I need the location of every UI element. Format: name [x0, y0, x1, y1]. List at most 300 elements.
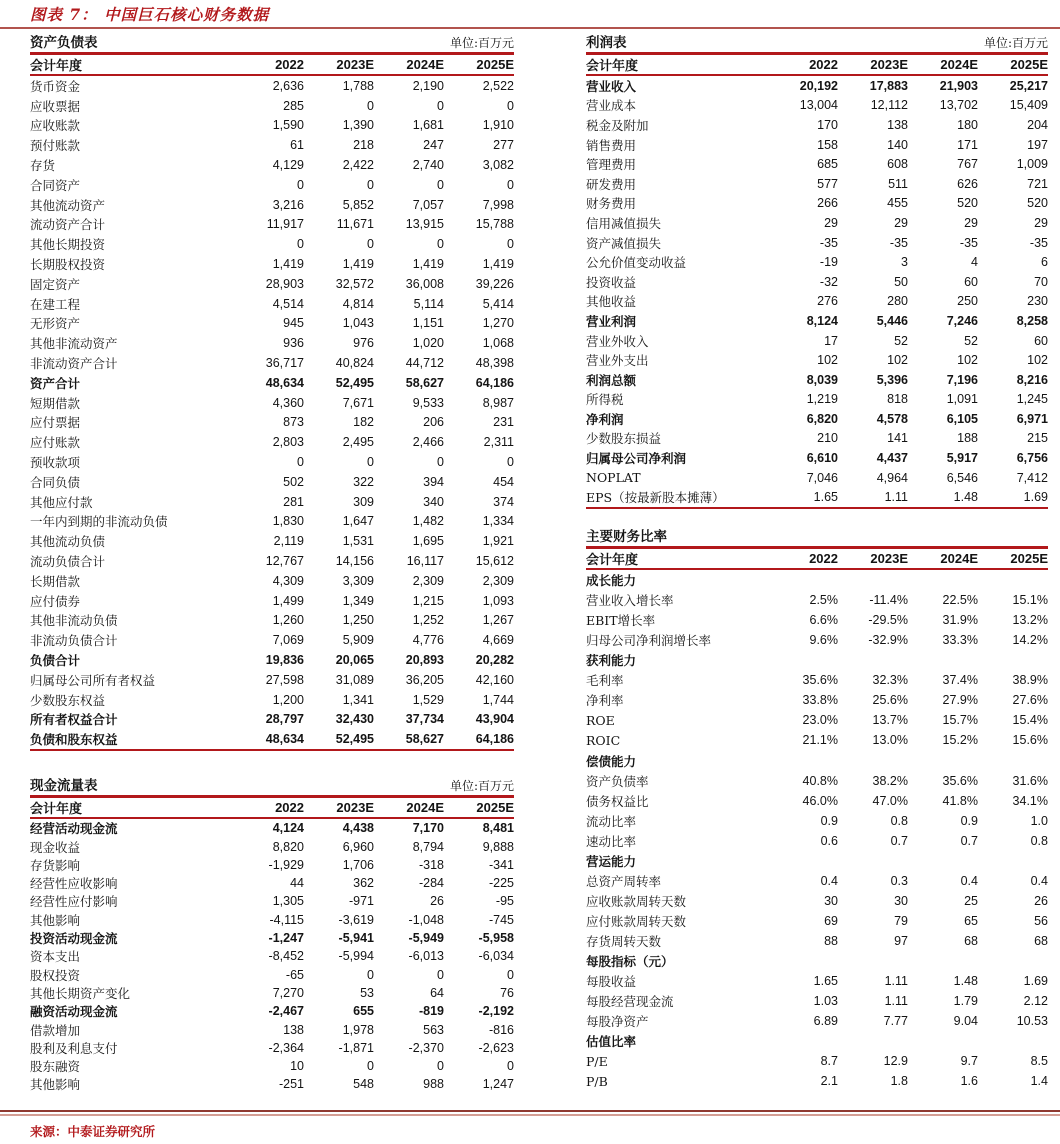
value-2025e: 34.1% — [1012, 793, 1048, 808]
row-label: 资产减值损失 — [586, 235, 662, 251]
row-label: EPS（按最新股本摊薄） — [586, 490, 725, 506]
value-2024e: 6,546 — [946, 470, 978, 485]
value-2022: 9.6% — [809, 633, 838, 648]
table-row — [30, 729, 514, 749]
value-2025e: 76 — [500, 985, 514, 1000]
row-label: 无形资产 — [30, 316, 81, 332]
value-2025e: 48,398 — [475, 356, 514, 371]
value-2023e: 32,430 — [335, 712, 374, 727]
row-label: 营业外收入 — [586, 333, 649, 349]
row-label: 短期借款 — [30, 395, 81, 411]
value-2025e: -341 — [488, 857, 514, 872]
value-2023e: 0.7 — [890, 833, 908, 848]
value-2025e: 2,522 — [482, 78, 514, 93]
row-label: 归母公司净利润增长率 — [586, 633, 712, 649]
row-label: 每股收益 — [586, 974, 637, 990]
row-label: 流动资产合计 — [30, 217, 106, 233]
row-label: ROIC — [586, 732, 621, 748]
balance-sheet-rows — [30, 76, 514, 749]
value-2025e: 8.5 — [1030, 1054, 1048, 1069]
value-2025e: 230 — [1027, 294, 1048, 309]
value-2025e: 1,245 — [1016, 392, 1048, 407]
value-2023e: 0.3 — [890, 873, 908, 888]
row-label: 其他长期资产变化 — [30, 985, 131, 1001]
value-2022: 936 — [283, 336, 304, 351]
row-label: 所得税 — [586, 392, 624, 408]
value-2025e: 1.4 — [1030, 1074, 1048, 1089]
table-row — [586, 331, 1048, 351]
table-row — [30, 195, 514, 215]
value-2024e: 37,734 — [405, 712, 444, 727]
row-label: 固定资产 — [30, 276, 81, 292]
row-label: 资产负债率 — [586, 773, 649, 789]
table-row — [586, 730, 1048, 750]
value-2023e: 1.11 — [884, 994, 908, 1009]
income-statement-rows — [586, 76, 1048, 507]
value-2022: 4,514 — [272, 296, 304, 311]
table-row — [30, 1002, 514, 1020]
table-row — [586, 690, 1048, 710]
row-label: 税金及附加 — [586, 117, 649, 133]
value-2023e: 12,112 — [870, 98, 908, 113]
row-label: 速动比率 — [586, 833, 637, 849]
table-row — [30, 965, 514, 983]
row-label: 其他收益 — [586, 294, 637, 310]
value-2023e: 12.9 — [883, 1054, 908, 1069]
value-2025e: 102 — [1027, 353, 1048, 368]
value-2024e: 1,215 — [412, 593, 444, 608]
value-2024e: 206 — [423, 415, 444, 430]
table-row — [30, 234, 514, 254]
value-2022: 2,803 — [272, 435, 304, 450]
value-2023e: -971 — [348, 894, 374, 909]
row-label: 经营性应收影响 — [30, 876, 118, 892]
unit-label: 单位:百万元 — [449, 36, 514, 50]
value-2024e: -1,048 — [408, 912, 444, 927]
value-2023e: 1,390 — [342, 118, 374, 133]
value-2025e: 2,309 — [482, 573, 514, 588]
value-2023e: -5,941 — [338, 931, 374, 946]
table-row — [30, 393, 514, 413]
value-2022: 46.0% — [802, 793, 838, 808]
value-2023e: 218 — [353, 138, 374, 153]
value-2023e: 97 — [894, 933, 908, 948]
row-label: 销售费用 — [586, 137, 637, 153]
value-2022: 4,309 — [272, 573, 304, 588]
value-2023e: 1,978 — [342, 1022, 374, 1037]
value-2025e: 68 — [1034, 933, 1048, 948]
value-2022: 102 — [817, 353, 838, 368]
table-row — [30, 155, 514, 175]
value-2025e: 29 — [1034, 215, 1048, 230]
value-2023e: 0 — [367, 98, 374, 113]
value-2024e: 1,419 — [412, 257, 444, 272]
value-2025e: 56 — [1034, 913, 1048, 928]
value-2025e: 1.0 — [1030, 813, 1048, 828]
value-2025e: 9,888 — [482, 839, 514, 854]
value-2024e: 626 — [957, 176, 978, 191]
row-label: 股权投资 — [30, 967, 81, 983]
table-row — [30, 650, 514, 670]
row-label: 存货 — [30, 158, 56, 174]
row-label: 偿债能力 — [586, 753, 637, 769]
value-2022: 6.89 — [813, 1014, 838, 1029]
value-2024e: 9.7 — [960, 1054, 978, 1069]
value-2022: 8,820 — [272, 839, 304, 854]
value-2024e: 0 — [437, 455, 444, 470]
row-label: 非流动资产合计 — [30, 356, 118, 372]
table-row — [30, 274, 514, 294]
value-2024e: 64 — [430, 985, 444, 1000]
value-2024e: 0 — [437, 237, 444, 252]
row-label: 其他非流动负债 — [30, 613, 118, 629]
table-row — [30, 96, 514, 116]
table-row — [586, 931, 1048, 951]
value-2024e: 1,252 — [412, 613, 444, 628]
value-2024e: 171 — [957, 137, 978, 152]
value-2025e: -225 — [488, 876, 514, 891]
year-2024e: 2024E — [406, 800, 444, 816]
value-2024e: 4,776 — [412, 633, 444, 648]
value-2022: 2,636 — [272, 78, 304, 93]
value-2024e: 250 — [957, 294, 978, 309]
value-2022: 1,219 — [806, 392, 838, 407]
value-2024e: 13,702 — [939, 98, 978, 113]
table-row — [586, 272, 1048, 292]
value-2022: 35.6% — [802, 673, 838, 688]
row-label: 其他非流动资产 — [30, 336, 118, 352]
value-2025e: 25,217 — [1009, 78, 1048, 93]
table-row — [30, 929, 514, 947]
value-2024e: 2,740 — [412, 158, 444, 173]
value-2023e: 1,788 — [342, 78, 374, 93]
cash-flow-rows — [30, 819, 514, 1093]
value-2024e: 15.2% — [942, 733, 978, 748]
table-row — [30, 947, 514, 965]
financial-ratios-title: 主要财务比率 — [586, 529, 667, 546]
value-2023e: 818 — [887, 392, 908, 407]
row-label: 现金收益 — [30, 839, 81, 855]
value-2025e: -816 — [488, 1022, 514, 1037]
value-2023e: 11,671 — [336, 217, 374, 232]
value-2022: 0 — [297, 455, 304, 470]
table-row — [30, 413, 514, 433]
value-2025e: 14.2% — [1012, 633, 1048, 648]
value-2025e: 0 — [507, 177, 514, 192]
value-2025e: 70 — [1034, 274, 1048, 289]
table-row — [586, 650, 1048, 670]
table-row — [586, 570, 1048, 590]
income-statement-table — [586, 34, 1048, 509]
year-2025e: 2025E — [476, 800, 514, 816]
value-2023e: -35 — [889, 235, 908, 250]
value-2025e: 64,186 — [475, 375, 514, 390]
table-row — [586, 831, 1048, 851]
value-2023e: 4,814 — [342, 296, 374, 311]
table-row — [586, 311, 1048, 331]
row-label: 预收款项 — [30, 455, 81, 471]
value-2022: 1,305 — [272, 894, 304, 909]
row-label: 存货影响 — [30, 857, 81, 873]
value-2022: 210 — [817, 431, 838, 446]
value-2023e: 1,419 — [342, 257, 374, 272]
value-2022: 28,797 — [265, 712, 304, 727]
table-row — [30, 551, 514, 571]
table-row — [586, 292, 1048, 312]
value-2025e: 3,082 — [482, 158, 514, 173]
value-2025e: 1.69 — [1023, 490, 1048, 505]
value-2022: 7,046 — [806, 470, 838, 485]
table-row — [30, 492, 514, 512]
left-column — [30, 34, 514, 1094]
row-label: 预付账款 — [30, 138, 81, 154]
row-label: 股东融资 — [30, 1059, 81, 1075]
value-2025e: 15.1% — [1012, 593, 1048, 608]
value-2023e: 0 — [367, 1059, 374, 1074]
value-2022: 2,119 — [273, 534, 304, 549]
value-2024e: 1.6 — [960, 1074, 978, 1089]
value-2023e: 52 — [894, 333, 908, 348]
value-2023e: 29 — [894, 215, 908, 230]
value-2022: 30 — [824, 893, 838, 908]
value-2023e: 47.0% — [872, 793, 908, 808]
value-2025e: 1.69 — [1023, 974, 1048, 989]
value-2023e: 79 — [894, 913, 908, 928]
value-2022: 4,360 — [272, 395, 304, 410]
table-row — [586, 174, 1048, 194]
value-2023e: 1,647 — [342, 514, 374, 529]
row-label: P/E — [586, 1053, 608, 1069]
value-2022: 1.65 — [813, 974, 838, 989]
value-2025e: 0 — [507, 237, 514, 252]
balance-sheet-table — [30, 34, 514, 751]
row-label: 负债和股东权益 — [30, 732, 118, 748]
value-2022: 0 — [297, 237, 304, 252]
value-2023e: 0 — [367, 237, 374, 252]
value-2022: 28,903 — [265, 276, 304, 291]
value-2024e: 767 — [957, 157, 978, 172]
cash-flow-table — [30, 777, 514, 1093]
value-2025e: -745 — [488, 912, 514, 927]
row-label: 在建工程 — [30, 296, 81, 312]
value-2023e: 5,909 — [342, 633, 374, 648]
value-2024e: -6,013 — [408, 949, 444, 964]
row-label: 投资收益 — [586, 274, 637, 290]
value-2025e: 1,270 — [482, 316, 514, 331]
figure-bottom-divider — [0, 1110, 1060, 1116]
value-2024e: 7,170 — [412, 821, 444, 836]
year-2022: 2022 — [809, 57, 838, 72]
value-2024e: 16,117 — [406, 554, 444, 569]
value-2022: 6,610 — [806, 451, 838, 466]
table-row — [30, 611, 514, 631]
value-2022: 4,124 — [272, 821, 304, 836]
value-2022: 29 — [824, 215, 838, 230]
table-row — [30, 911, 514, 929]
row-label: 资产合计 — [30, 375, 81, 391]
row-label: 融资活动现金流 — [30, 1004, 118, 1020]
value-2024e: 1,695 — [412, 534, 444, 549]
value-2022: 40.8% — [802, 773, 838, 788]
value-2022: 873 — [283, 415, 304, 430]
value-2025e: 6 — [1041, 255, 1048, 270]
value-2023e: 0.8 — [890, 813, 908, 828]
value-2023e: 455 — [887, 196, 908, 211]
table-row — [30, 452, 514, 472]
row-label: 每股指标（元） — [586, 953, 674, 969]
value-2022: 0.9 — [820, 813, 838, 828]
row-label: 应付账款周转天数 — [586, 913, 687, 929]
value-2022: -2,364 — [268, 1040, 304, 1055]
value-2023e: 182 — [353, 415, 374, 430]
table-row — [586, 811, 1048, 831]
value-2024e: 1,020 — [412, 336, 444, 351]
value-2024e: -819 — [418, 1004, 444, 1019]
value-2023e: 141 — [887, 431, 908, 446]
value-2025e: 1,910 — [482, 118, 514, 133]
value-2024e: 2,466 — [412, 435, 444, 450]
value-2022: 12,767 — [265, 554, 304, 569]
value-2024e: 20,893 — [405, 653, 444, 667]
value-2023e: 14,156 — [335, 554, 374, 569]
value-2024e: 7,196 — [946, 372, 978, 387]
row-label: 营运能力 — [586, 853, 637, 869]
table-row — [586, 213, 1048, 233]
value-2025e: 7,998 — [482, 197, 514, 212]
table-row — [586, 911, 1048, 931]
value-2025e: 20,282 — [475, 653, 514, 667]
row-label: 其他长期投资 — [30, 237, 106, 253]
value-2024e: 1,091 — [946, 392, 978, 407]
value-2022: 4,129 — [272, 158, 304, 173]
row-label: P/B — [586, 1073, 608, 1089]
value-2022: -2,467 — [268, 1004, 304, 1019]
row-label: 投资活动现金流 — [30, 931, 118, 947]
row-label: NOPLAT — [586, 470, 641, 486]
value-2022: -32 — [819, 274, 838, 289]
table-row — [586, 710, 1048, 730]
value-2023e: 53 — [360, 985, 374, 1000]
value-2024e: -2,370 — [408, 1040, 444, 1055]
value-2024e: 58,627 — [405, 732, 444, 747]
year-2022: 2022 — [809, 551, 838, 567]
value-2022: 276 — [817, 294, 838, 309]
value-2022: 285 — [283, 98, 304, 113]
row-label: 经营性应付影响 — [30, 894, 118, 910]
table-row — [30, 1057, 514, 1075]
row-label: 借款增加 — [30, 1022, 81, 1038]
value-2023e: 7,671 — [342, 395, 374, 410]
row-label: 营业收入 — [586, 78, 637, 94]
year-2023e: 2023E — [870, 57, 908, 72]
row-label: 股利及利息支付 — [30, 1040, 118, 1056]
source-note: 来源：中泰证券研究所 — [30, 1124, 156, 1139]
row-label: 应付票据 — [30, 415, 81, 431]
row-label: 应付账款 — [30, 435, 81, 451]
value-2022: 13,004 — [799, 98, 838, 113]
value-2024e: 5,114 — [413, 296, 444, 311]
value-2025e: 6,756 — [1016, 451, 1048, 466]
row-label: 每股经营现金流 — [586, 994, 674, 1010]
value-2023e: -32.9% — [868, 633, 908, 648]
year-header-row: 会计年度 2022 2023E 2024E 2025E — [30, 800, 514, 818]
row-label: 其他影响 — [30, 1077, 81, 1093]
value-2025e: 197 — [1027, 137, 1048, 152]
table-row — [30, 373, 514, 393]
value-2022: 6,820 — [806, 411, 838, 426]
value-2022: 1,419 — [272, 257, 304, 272]
value-2023e: -5,994 — [338, 949, 374, 964]
value-2025e: 4,669 — [482, 633, 514, 648]
value-2022: 158 — [817, 137, 838, 152]
value-2025e: 10.53 — [1016, 1014, 1048, 1029]
value-2023e: 4,437 — [876, 451, 908, 466]
row-label: 营业外支出 — [586, 353, 649, 369]
table-row — [30, 670, 514, 690]
row-label: 净利润 — [586, 411, 624, 427]
value-2025e: 231 — [493, 415, 514, 430]
value-2025e: 8,216 — [1016, 372, 1048, 387]
table-bottom-divider — [30, 749, 514, 751]
table-row — [586, 1031, 1048, 1051]
value-2025e: 0 — [507, 455, 514, 470]
value-2024e: 0.4 — [960, 873, 978, 888]
year-2025e: 2025E — [476, 57, 514, 72]
value-2024e: 1,482 — [412, 514, 444, 529]
value-2024e: 0.7 — [960, 833, 978, 848]
table-row — [586, 891, 1048, 911]
value-2024e: 35.6% — [942, 773, 978, 788]
value-2024e: 36,008 — [405, 276, 444, 291]
table-row — [586, 610, 1048, 630]
table-row — [586, 1011, 1048, 1031]
value-2022: 17 — [824, 333, 838, 348]
row-label: EBIT增长率 — [586, 613, 656, 629]
table-row — [586, 154, 1048, 174]
value-2024e: 1,151 — [412, 316, 444, 331]
value-2024e: 21,903 — [939, 78, 978, 93]
value-2024e: 7,246 — [946, 313, 978, 328]
value-2023e: -11.4% — [869, 593, 908, 608]
table-row — [30, 116, 514, 136]
financial-ratios-rows — [586, 570, 1048, 1091]
table-row — [586, 670, 1048, 690]
value-2022: 1,200 — [272, 692, 304, 707]
value-2025e: 454 — [493, 474, 514, 489]
value-2022: 3,216 — [272, 197, 304, 212]
value-2022: 20,192 — [799, 78, 838, 93]
value-2024e: 36,205 — [405, 672, 444, 687]
value-2022: -4,115 — [269, 912, 304, 927]
value-2022: 1,499 — [272, 593, 304, 608]
value-2023e: 1.8 — [890, 1074, 908, 1089]
value-2024e: 37.4% — [942, 673, 978, 688]
value-2024e: 0.9 — [960, 813, 978, 828]
value-2024e: 2,190 — [412, 78, 444, 93]
value-2025e: 26 — [1034, 893, 1048, 908]
value-2023e: -3,619 — [338, 912, 374, 927]
table-row — [586, 851, 1048, 871]
value-2025e: 64,186 — [475, 732, 514, 747]
value-2022: 6.6% — [809, 613, 838, 628]
value-2022: 1,590 — [272, 118, 304, 133]
value-2025e: 5,414 — [482, 296, 514, 311]
row-label: 资本支出 — [30, 949, 81, 965]
row-label: 负债合计 — [30, 653, 81, 668]
row-label: 净利率 — [586, 693, 624, 709]
table-row — [586, 115, 1048, 135]
value-2022: 27,598 — [265, 672, 304, 687]
